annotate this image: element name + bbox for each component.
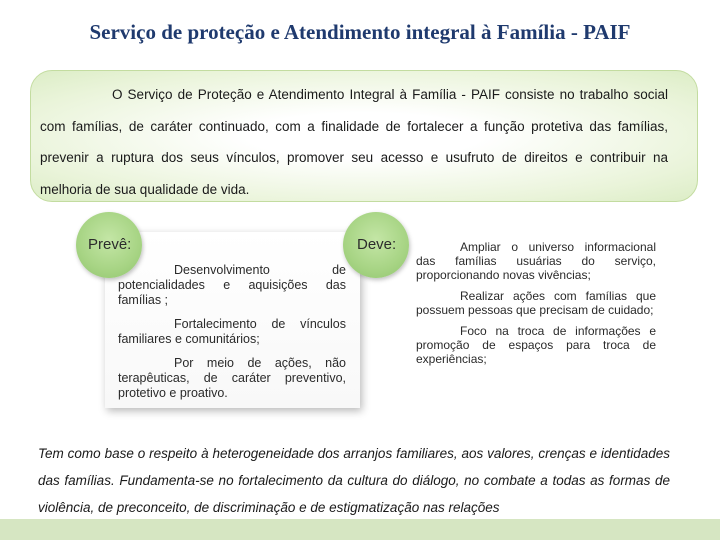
preve-list — [118, 263, 346, 410]
intro-paragraph: O Serviço de Proteção e Atendimento Integral à Família - PAIF consiste no trabalho social com famílias, de caráter continuado, com a finalidade de fortalecer a função protetiva das famílias, prevenir a ruptura dos seus vínculos, promover seu acesso e usufruto de direitos e contribuir na melhoria de sua qualidade de vida. — [40, 87, 668, 197]
deve-item: Realizar ações com famílias que possuem pessoas que precisam de cuidado; — [416, 289, 656, 317]
preve-item: Fortalecimento de vínculos familiares e comunitários; — [118, 317, 346, 346]
preve-label: Prevê: — [88, 236, 132, 253]
deve-item: Foco na troca de informações e promoção de espaços para troca de experiências; — [416, 324, 656, 366]
deve-item: Ampliar o universo informacional das famílias usuárias do serviço, proporcionando novas vivências; — [416, 240, 656, 282]
page-title: Serviço de proteção e Atendimento integral à Família - PAIF — [89, 20, 631, 44]
preve-item: Por meio de ações, não terapêuticas, de caráter preventivo, protetivo e proativo. — [118, 356, 346, 400]
bottom-bar — [0, 519, 720, 540]
deve-label: Deve: — [357, 236, 397, 253]
preve-item: Desenvolvimento de potencialidades e aquisições das famílias ; — [118, 263, 346, 307]
deve-list — [416, 240, 656, 373]
footer-paragraph: Tem como base o respeito à heterogeneidade dos arranjos familiares, aos valores, crenças e identidades das famílias. Fundamenta-se no fortalecimento da cultura do diálogo, no combate a todas as formas de violência, de preconceito, de discriminação e de estigmatização nas relações — [38, 446, 670, 515]
